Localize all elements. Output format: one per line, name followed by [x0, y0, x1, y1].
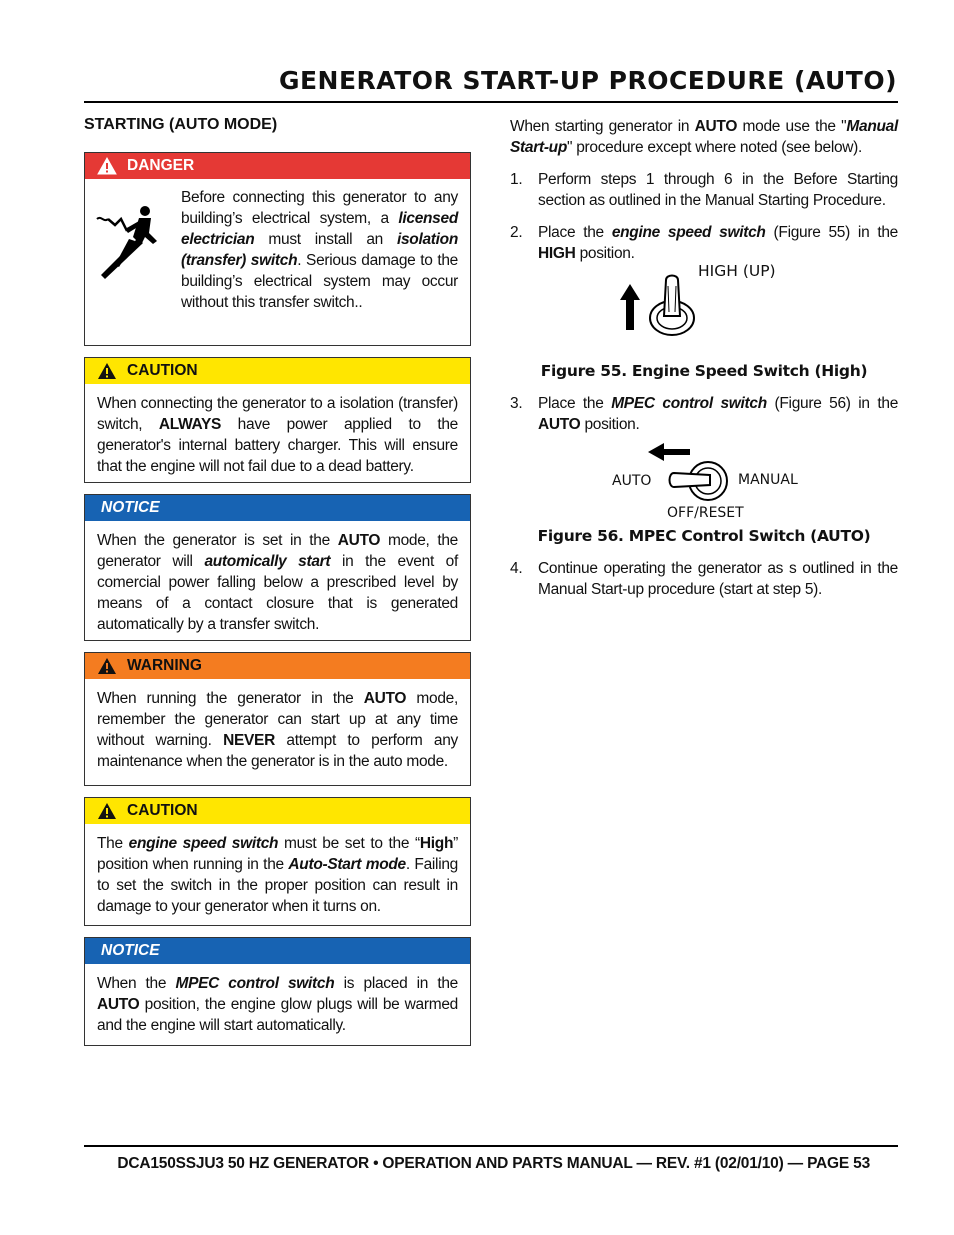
figure-55-caption: Figure 55. Engine Speed Switch (High) — [540, 362, 868, 380]
step3-text-3: position. — [580, 416, 640, 433]
header-rule — [84, 101, 898, 103]
warning-emph-2: NEVER — [223, 732, 275, 749]
step3-emph-1: MPEC control switch — [611, 395, 767, 412]
step-2-number: 2. — [510, 224, 523, 241]
danger-text-1: Before connecting this generator to any building’s electrical system, a — [181, 189, 458, 227]
caution-label-2: CAUTION — [127, 802, 198, 819]
intro-emph-1: AUTO — [694, 118, 738, 135]
step2-emph-2: HIGH — [538, 245, 576, 262]
step-3-number: 3. — [510, 395, 523, 412]
intro-paragraph — [510, 116, 898, 158]
warning-text-2: mode, remember the generator can start up at any time without warning. — [97, 690, 458, 749]
step-2-text — [538, 222, 898, 264]
step3-text-1: Place the — [538, 395, 612, 412]
figure-55 — [510, 262, 898, 346]
fig56-manual-label: MANUAL — [738, 472, 798, 488]
danger-emph-1: licensed electrician — [181, 210, 458, 248]
danger-header — [85, 153, 470, 179]
warning-text-3: attempt to perform any maintenance when the generator is in the auto mode. — [97, 732, 458, 770]
right-column — [510, 116, 898, 600]
left-column — [84, 116, 471, 1057]
notice1-emph-1: AUTO — [337, 532, 381, 549]
intro-emph-2: Manual Start-up — [510, 118, 898, 156]
notice-box-2 — [84, 937, 471, 1046]
step-1-number: 1. — [510, 171, 523, 188]
caution-box-1 — [84, 357, 471, 483]
step-1-text: Perform steps 1 through 6 in the Before Starting section as outlined in the Manual Starting Procedure. — [538, 171, 898, 209]
warning-text-1: When running the generator in the — [97, 690, 364, 707]
warning-text — [85, 679, 470, 781]
page-title: GENERATOR START-UP PROCEDURE (AUTO) — [278, 66, 897, 95]
notice-header-2: NOTICE — [85, 938, 470, 964]
caution2-text-1: The — [97, 835, 129, 852]
caution-header-1 — [85, 358, 470, 384]
danger-label: DANGER — [127, 157, 195, 174]
caution-label-1: CAUTION — [127, 362, 198, 379]
warning-emph-1: AUTO — [363, 690, 407, 707]
danger-text-3: . Serious damage to the building’s electrical system may occur without this transfer switch.. — [181, 252, 458, 311]
warning-box — [84, 652, 471, 786]
figure-56-caption: Figure 56. MPEC Control Switch (AUTO) — [537, 527, 871, 545]
electric-shock-icon — [95, 201, 165, 291]
fig56-auto-label: AUTO — [612, 473, 652, 489]
notice2-emph-1: MPEC control switch — [175, 975, 335, 992]
notice-text-1 — [85, 521, 470, 644]
step-4-number: 4. — [510, 560, 523, 577]
warning-triangle-icon — [97, 157, 117, 175]
step2-text-3: position. — [575, 245, 635, 262]
notice-header-1: NOTICE — [85, 495, 470, 521]
danger-text-2: must install an — [254, 231, 397, 248]
fig56-off-reset-label: OFF/RESET — [667, 505, 744, 521]
notice1-text-2: mode, the generator will — [97, 532, 458, 570]
step-1 — [510, 169, 898, 211]
notice-text-2 — [85, 964, 470, 1045]
caution1-text-1: When connecting the generator to a isolation (transfer) switch, — [97, 395, 458, 433]
warning-label: WARNING — [127, 657, 202, 674]
intro-text-2: mode use the " — [737, 118, 847, 135]
fig55-high-label: HIGH (UP) — [698, 262, 776, 280]
step2-text-2: (Figure 55) in the — [765, 224, 898, 241]
caution-text-2 — [85, 824, 470, 926]
intro-text-3: " procedure except where noted (see below). — [567, 139, 863, 156]
step-2 — [510, 222, 898, 264]
section-heading: STARTING (AUTO MODE) — [84, 116, 278, 133]
figure-56 — [510, 439, 898, 527]
step-3 — [510, 393, 898, 435]
notice1-text-3: in the event of comercial power falling below a prescribed level by means of a contact closure that is generated automatically by a transfer switch. — [97, 553, 458, 633]
warning-triangle-icon — [97, 657, 117, 675]
step-4-text: Continue operating the generator as s outlined in the Manual Start-up procedure (start at step 5). — [538, 560, 898, 598]
step-3-text — [538, 393, 898, 435]
step3-text-2: (Figure 56) in the — [766, 395, 899, 412]
caution2-emph-2: High — [419, 835, 454, 852]
warning-header — [85, 653, 470, 679]
mpec-control-switch-illustration — [644, 441, 764, 501]
notice1-emph-2: automically start — [204, 553, 331, 570]
danger-text — [165, 187, 458, 313]
page-footer: DCA150SSJU3 50 HZ GENERATOR • OPERATION AND PARTS MANUAL — REV. #1 (02/01/10) — PAGE 53 — [117, 1155, 870, 1172]
caution-box-2 — [84, 797, 471, 926]
caution2-emph-1: engine speed switch — [128, 835, 279, 852]
notice2-emph-2: AUTO — [97, 996, 140, 1013]
danger-emph-2: isolation (transfer) switch — [181, 231, 458, 269]
notice2-text-1: When the — [97, 975, 176, 992]
notice1-text-1: When the generator is set in the — [97, 532, 338, 549]
caution-text-1 — [85, 384, 470, 486]
caution1-text-2: have power applied to the generator's internal battery charger. This will ensure that the engine will not fail due to a dead battery. — [97, 416, 458, 475]
notice-box-1 — [84, 494, 471, 641]
caution-header-2 — [85, 798, 470, 824]
warning-triangle-icon — [97, 802, 117, 820]
caution2-text-2: must be set to the “ — [278, 835, 420, 852]
step3-emph-2: AUTO — [538, 416, 581, 433]
step2-emph-1: engine speed switch — [611, 224, 766, 241]
footer-rule — [84, 1145, 898, 1147]
notice2-text-3: position, the engine glow plugs will be warmed and the engine will start automatically. — [97, 996, 458, 1034]
caution2-text-4: . Failing to set the switch in the proper position can result in damage to your generator when it turns on. — [97, 856, 458, 915]
intro-text-1: When starting generator in — [510, 118, 695, 135]
warning-triangle-icon — [97, 362, 117, 380]
notice2-text-2: is placed in the — [334, 975, 459, 992]
step2-text-1: Place the — [538, 224, 612, 241]
caution2-text-3: ” position when running in the — [97, 835, 458, 873]
caution1-emph-1: ALWAYS — [158, 416, 222, 433]
danger-box — [84, 152, 471, 346]
step-4 — [510, 558, 898, 600]
caution2-emph-3: Auto-Start mode — [288, 856, 406, 873]
